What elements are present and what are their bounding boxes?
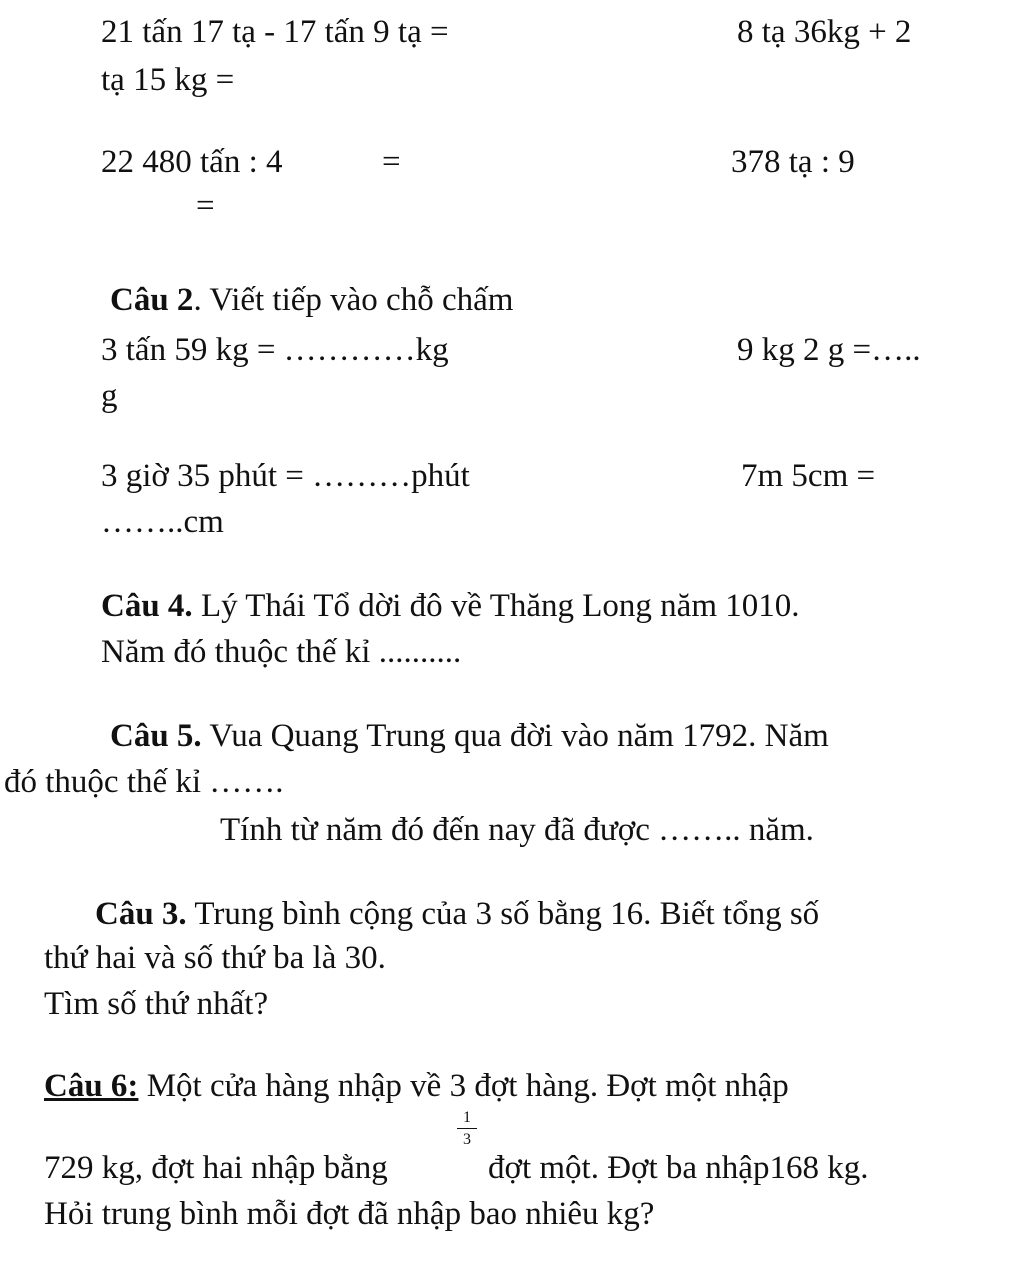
q5-line-1: Câu 5. Vua Quang Trung qua đời vào năm 1792. Năm	[110, 718, 829, 754]
math-r1-continuation: tạ 15 kg =	[101, 62, 235, 98]
q2-item-a: 3 tấn 59 kg = …………kg	[101, 332, 449, 368]
q2-item-d-continuation: ……..cm	[101, 504, 224, 540]
one-third-fraction	[457, 1110, 477, 1148]
q2-heading	[110, 282, 513, 318]
q2-title: . Viết tiếp vào chỗ chấm	[193, 282, 514, 318]
math-r2-left: 22 480 tấn : 4	[101, 144, 283, 180]
q5-label: Câu 5.	[110, 718, 202, 754]
q6-line-1: Câu 6: Một cửa hàng nhập về 3 đợt hàng. Đợt một nhập	[44, 1068, 789, 1104]
q6-line-3: Hỏi trung bình mỗi đợt đã nhập bao nhiêu kg?	[44, 1196, 655, 1232]
q5-line-2: đó thuộc thế kỉ …….	[4, 764, 284, 800]
q2-item-d: 7m 5cm =	[741, 458, 876, 494]
q6-line-2a: 729 kg, đợt hai nhập bằng	[44, 1150, 388, 1186]
math-r1-left: 21 tấn 17 tạ - 17 tấn 9 tạ =	[101, 14, 449, 50]
q6-label: Câu 6:	[44, 1068, 139, 1104]
q2-item-c: 3 giờ 35 phút = ………phút	[101, 458, 470, 494]
math-r2-continuation: =	[196, 188, 215, 224]
fraction-denominator: 3	[463, 1131, 471, 1148]
math-r2-right: 378 tạ : 9	[731, 144, 855, 180]
q2-item-b-continuation: g	[101, 378, 118, 414]
q4-line-2: Năm đó thuộc thế kỉ ..........	[101, 634, 462, 670]
q3-line-2: thứ hai và số thứ ba là 30.	[44, 940, 386, 976]
math-r2-equals: =	[382, 144, 401, 180]
q3-label: Câu 3.	[95, 896, 187, 932]
q3-line-3: Tìm số thứ nhất?	[44, 986, 269, 1022]
q3-line-1: Câu 3. Trung bình cộng của 3 số bằng 16. Biết tổng số	[95, 896, 820, 932]
q6-line-2b: đợt một. Đợt ba nhập168 kg.	[488, 1150, 869, 1186]
q4-line-1: Câu 4. Lý Thái Tổ dời đô về Thăng Long năm 1010.	[101, 588, 800, 624]
q2-item-b: 9 kg 2 g =…..	[737, 332, 921, 368]
math-r1-right: 8 tạ 36kg + 2	[737, 14, 912, 50]
q5-line-3: Tính từ năm đó đến nay đã được …….. năm.	[220, 812, 814, 848]
q4-label: Câu 4.	[101, 588, 193, 624]
q2-label: Câu 2	[110, 282, 194, 318]
fraction-numerator: 1	[457, 1110, 477, 1129]
